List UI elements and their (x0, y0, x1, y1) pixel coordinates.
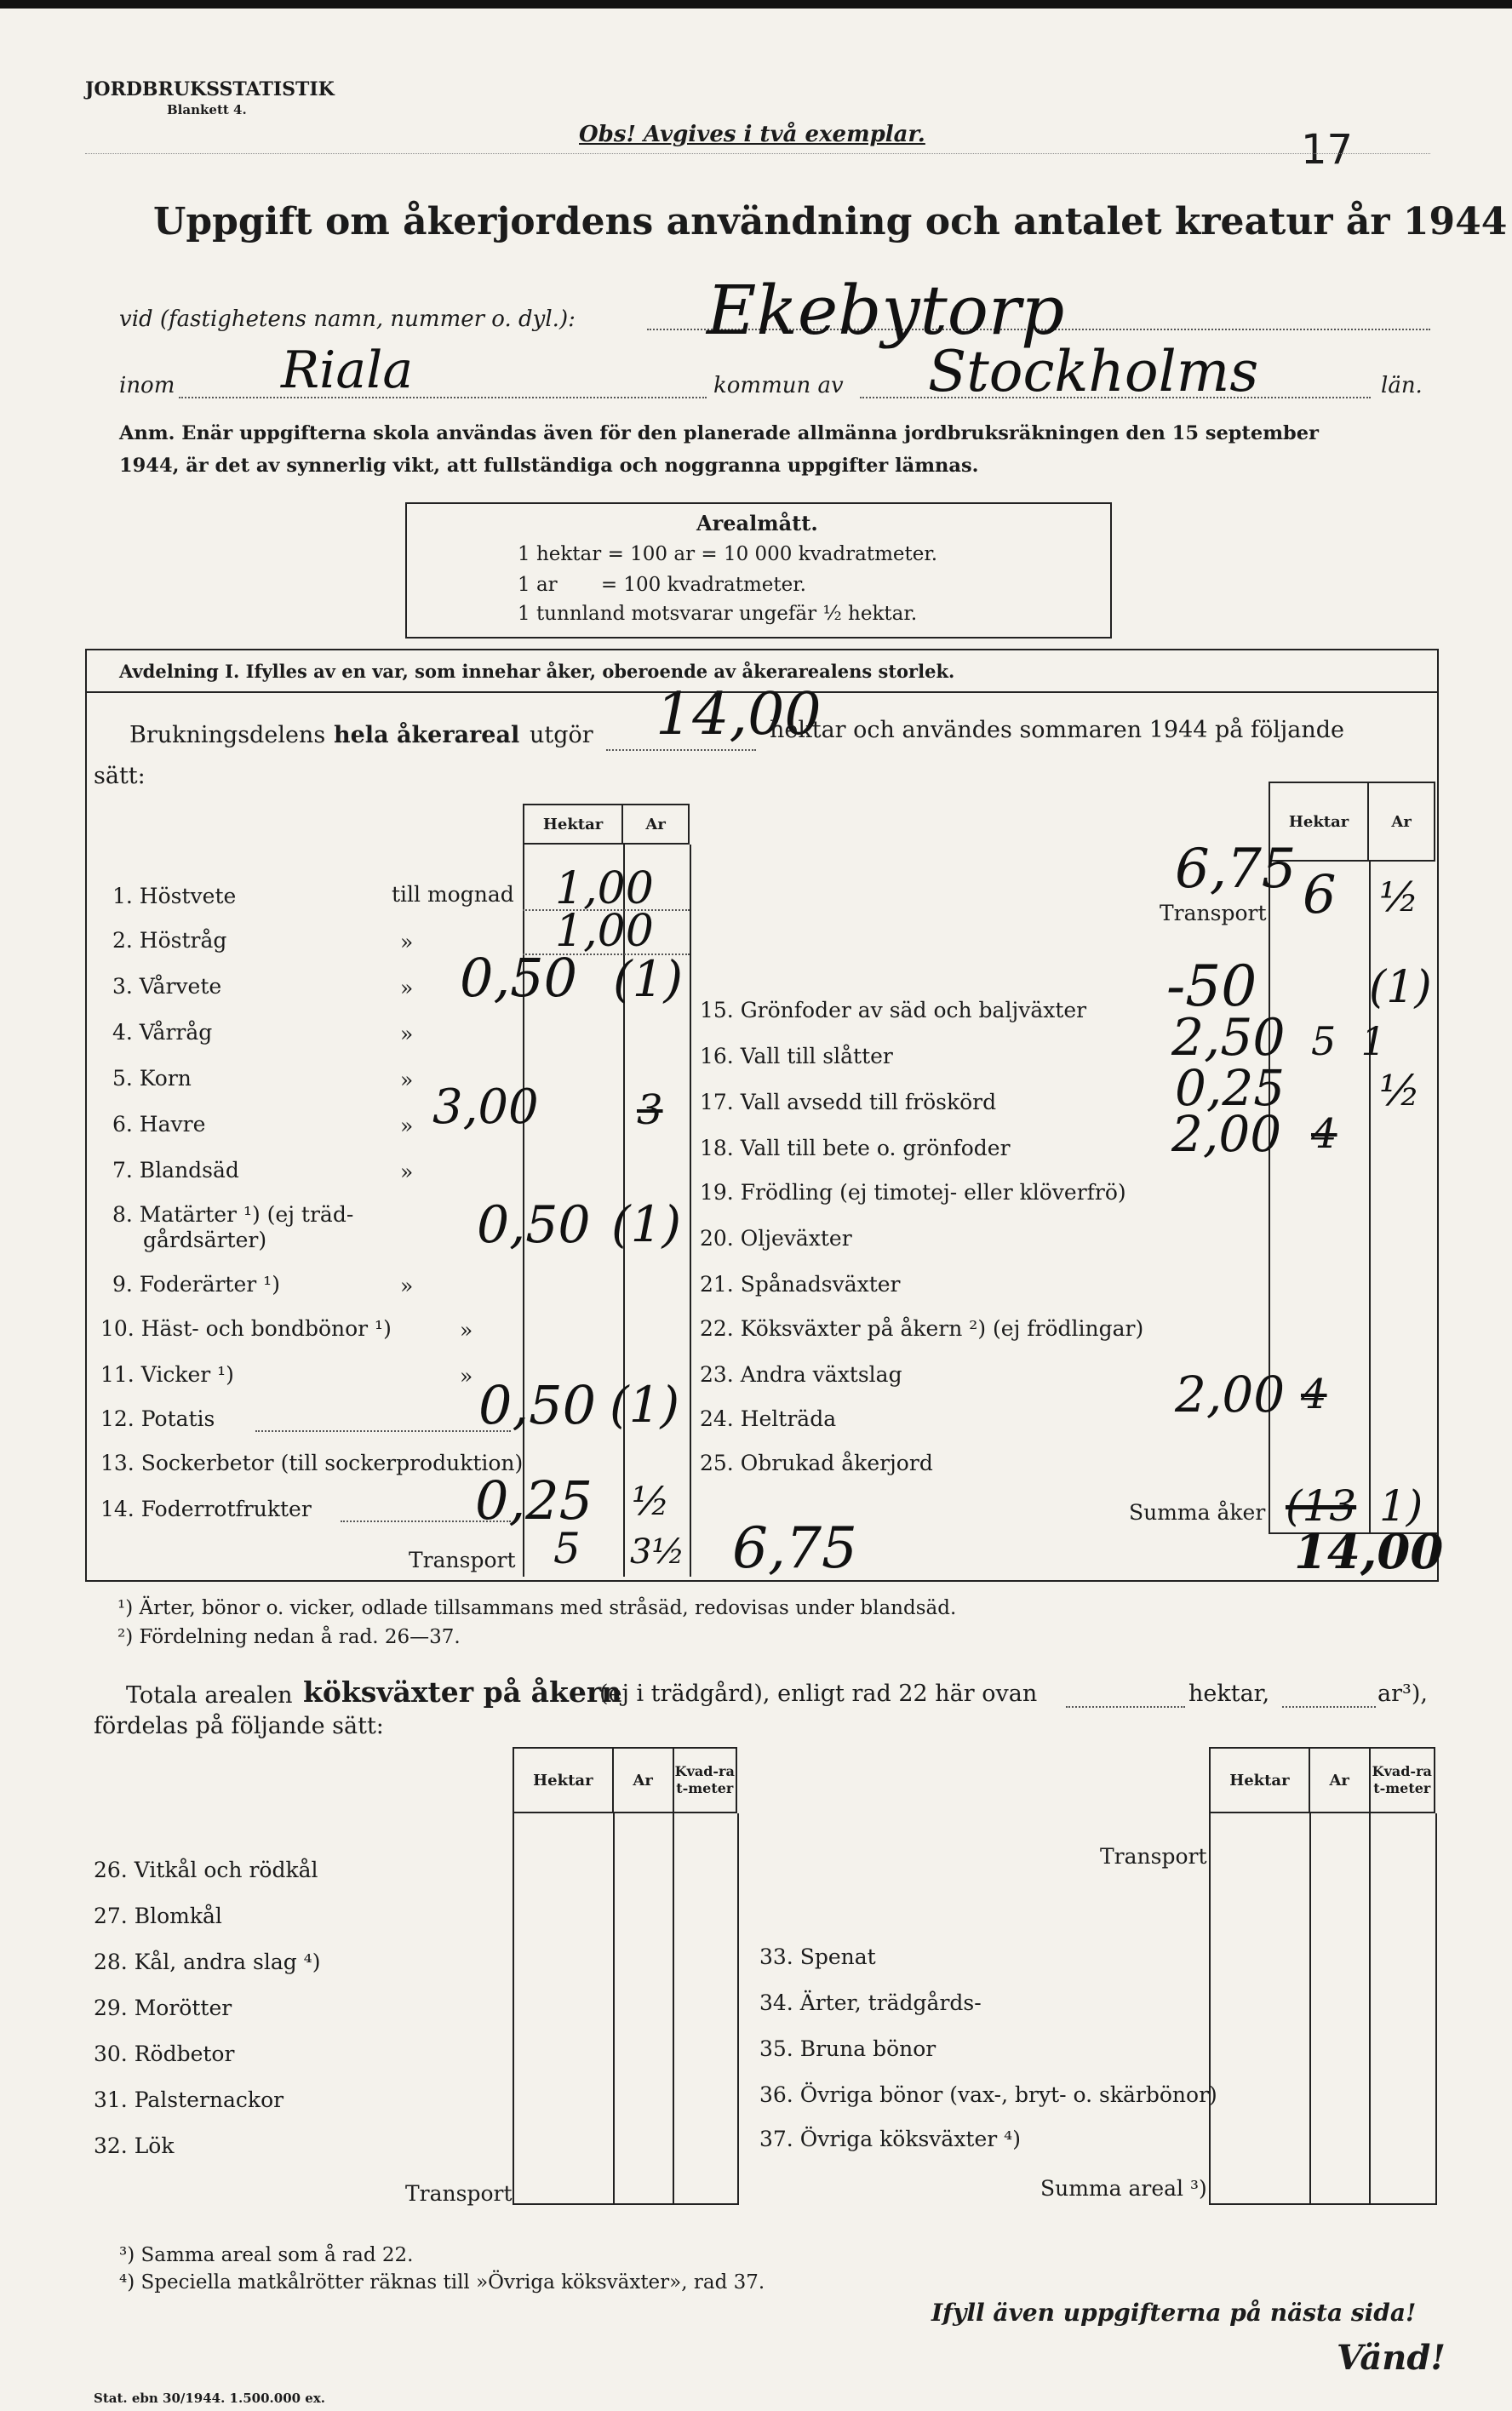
row-31: 31. Palsternackor (94, 2087, 284, 2112)
row-23: 23. Andra växtslag (700, 1362, 902, 1387)
areal-line-3: 1 tunnland motsvarar ungefär ½ hektar. (518, 603, 918, 625)
ar-row-8: (1) (611, 1195, 682, 1253)
inom-label: inom (119, 373, 175, 398)
row-19: 19. Frödling (ej timotej- eller klöverfrö) (700, 1180, 1126, 1205)
right-hektar-col (1269, 862, 1371, 1534)
area-intro-line (606, 749, 756, 751)
kommun-label: kommun av (713, 373, 844, 398)
veg-right-grid (1209, 1813, 1437, 2205)
row-8-cont: gårdsärter) (143, 1228, 267, 1252)
value-row-17: 0,25 (1175, 1059, 1286, 1117)
value-row-2: 1,00 (555, 906, 654, 957)
row-25: 25. Obrukad åkerjord (700, 1451, 933, 1475)
lan-label: län. (1381, 373, 1423, 398)
veg-intro-c: (ej i trädgård), enligt rad 22 här ovan (599, 1681, 1038, 1707)
obs-note: Obs! Avgives i två exemplar. (579, 122, 925, 147)
right-col-ar-header: Ar (1368, 782, 1435, 861)
row-1: 1. Höstvete (112, 884, 237, 908)
vand-note: Vänd! (1337, 2338, 1446, 2378)
col-ar-header: Ar (622, 805, 689, 844)
leader-row-12 (255, 1430, 511, 1432)
row-17: 17. Vall avsedd till fröskörd (700, 1090, 997, 1114)
areal-line-1: 1 hektar = 100 ar = 10 000 kvadratmeter. (518, 543, 938, 565)
row-9: 9. Foderärter ¹) (112, 1272, 280, 1297)
row-2: 2. Höstråg (112, 928, 227, 953)
ditto-11: » (460, 1364, 473, 1389)
ditto-2: » (400, 930, 414, 954)
veg-right-col-kvm: Kvad-rat-meter (1370, 1748, 1435, 1813)
row-8: 8. Matärter ¹) (ej träd- (112, 1202, 354, 1227)
row-26: 26. Vitkål och rödkål (94, 1858, 318, 1882)
ar-row-6: 3 (637, 1086, 663, 1134)
row-11: 11. Vicker ¹) (100, 1362, 234, 1387)
area-intro-c: utgör (530, 722, 593, 748)
footnote-3: ³) Samma areal som å rad 22. (119, 2244, 414, 2266)
row-27: 27. Blomkål (94, 1904, 222, 1928)
ditto-5: » (400, 1068, 414, 1092)
veg-right-col-ar: Ar (1309, 1748, 1370, 1813)
area-intro-d: hektar och användes sommaren 1944 på följande (770, 717, 1344, 743)
ditto-7: » (400, 1160, 414, 1184)
value-row-3: 0,50 (460, 947, 578, 1009)
left-column-headers (523, 804, 690, 845)
ar-row-3: (1) (613, 950, 684, 1008)
veg-summa-areal: Summa areal ³) (1040, 2176, 1207, 2201)
summa-aker-label: Summa åker (1129, 1500, 1266, 1525)
value-row-8: 0,50 (477, 1195, 591, 1255)
value-row-16: 2,50 (1171, 1008, 1286, 1068)
area-intro-e: sätt: (94, 763, 146, 789)
right-transport-ar: ½ (1379, 873, 1419, 921)
value-row-24: 2,00 (1175, 1366, 1286, 1423)
row-4: 4. Vårråg (112, 1020, 213, 1045)
veg-right-col-hektar: Hektar (1210, 1748, 1309, 1813)
row-6: 6. Havre (112, 1112, 206, 1137)
veg-intro-hektar: hektar, (1188, 1681, 1270, 1707)
row-13: 13. Sockerbetor (till sockerproduktion) (100, 1451, 524, 1475)
value-row-12: 0,50 (478, 1374, 597, 1436)
ditto-6: » (400, 1114, 414, 1138)
summa-ar: 1) (1379, 1481, 1423, 1531)
row-12: 12. Potatis (100, 1406, 215, 1431)
note-line-2: 1944, är det av synnerlig vikt, att fullständiga och noggranna uppgifter lämnas. (119, 455, 979, 477)
right-col-hektar-header: Hektar (1269, 782, 1368, 861)
page-number: 17 (1301, 126, 1354, 174)
right-transport-value: 6,75 (1175, 838, 1297, 901)
veg-ar-line (1282, 1706, 1376, 1708)
estate-label: vid (fastighetens namn, nummer o. dyl.): (119, 306, 576, 332)
veg-col-hektar: Hektar (513, 1748, 613, 1813)
veg-intro-ar: ar³), (1377, 1681, 1428, 1707)
veg-col-kvm: Kvad-rat-meter (673, 1748, 736, 1813)
row-30: 30. Rödbetor (94, 2042, 235, 2066)
areal-title: Arealmått. (696, 511, 818, 535)
kommun-value: Riala (281, 341, 414, 400)
area-intro-a: Brukningsdelens (129, 722, 326, 748)
row-5: 5. Korn (112, 1066, 192, 1091)
row-33: 33. Spenat (759, 1944, 876, 1969)
areal-line-2: 1 ar = 100 kvadratmeter. (518, 574, 806, 596)
note-line-1: Anm. Enär uppgifterna skola användas även för den planerade allmänna jordbruksräkningen den 15 september (119, 422, 1319, 444)
row-20: 20. Oljeväxter (700, 1226, 852, 1251)
row-29: 29. Morötter (94, 1996, 232, 2020)
header-rule (85, 153, 1430, 154)
value-row-6: 3,00 (432, 1080, 539, 1135)
row-37: 37. Övriga köksväxter ⁴) (759, 2127, 1021, 2151)
estate-value: Ekebytorp (707, 271, 1065, 350)
right-transport-label: Transport (1160, 901, 1267, 925)
row-15: 15. Grönfoder av säd och baljväxter (700, 998, 1087, 1022)
row-28: 28. Kål, andra slag ⁴) (94, 1950, 321, 1974)
row-7: 7. Blandsäd (112, 1158, 239, 1183)
right-transport-hektar: 6 (1303, 863, 1337, 925)
value-row-18: 2,00 (1171, 1105, 1282, 1163)
veg-left-transport: Transport (405, 2181, 513, 2206)
ditto-4: » (400, 1022, 414, 1046)
page-title: Uppgift om åkerjordens användning och antalet kreatur år 1944 (153, 200, 1508, 243)
ar-row-15: (1) (1369, 962, 1432, 1013)
row-21: 21. Spånadsväxter (700, 1272, 901, 1297)
row-14: 14. Foderrotfrukter (100, 1497, 312, 1521)
row-16: 16. Vall till slåtter (700, 1044, 893, 1068)
veg-right-headers (1209, 1747, 1435, 1813)
row-36: 36. Övriga bönor (vax-, bryt- o. skärbönor) (759, 2082, 1217, 2107)
form-label: Blankett 4. (167, 102, 247, 117)
row-3: 3. Vårvete (112, 974, 222, 999)
veg-intro-a: Totala arealen (126, 1682, 293, 1709)
left-transport-hektar: 5 (553, 1524, 581, 1573)
lan-value: Stockholms (928, 339, 1259, 404)
veg-right-transport: Transport (1100, 1844, 1207, 1869)
ar-row-18: 4 (1311, 1110, 1337, 1158)
total-area-value: 14,00 (656, 681, 822, 748)
veg-col-ar: Ar (613, 1748, 673, 1813)
row-18: 18. Vall till bete o. grönfoder (700, 1136, 1011, 1160)
series-label: JORDBRUKSSTATISTIK (85, 78, 335, 100)
inom-line (179, 397, 707, 398)
ar-row-14: ½ (632, 1478, 670, 1524)
left-transport-ar: 3½ (630, 1532, 685, 1572)
footnote-1: ¹) Ärter, bönor o. vicker, odlade tillsammans med stråsäd, redovisas under blandsäd. (117, 1597, 957, 1619)
value-row-15: -50 (1166, 954, 1257, 1019)
ar-row-17: ½ (1379, 1066, 1421, 1115)
print-info: Stat. ebn 30/1944. 1.500.000 ex. (94, 2391, 325, 2406)
row-24: 24. Helträda (700, 1406, 837, 1431)
ar-row-24: 4 (1301, 1371, 1327, 1418)
area-intro-b: hela åkerareal (334, 722, 520, 748)
value-row-14: 0,25 (475, 1469, 593, 1532)
row-10: 10. Häst- och bondbönor ¹) (100, 1316, 392, 1341)
section-1-heading: Avdelning I. Ifylles av en var, som innehar åker, oberoende av åkerarealens storlek. (119, 661, 955, 682)
row-22: 22. Köksväxter på åkern ²) (ej frödlingar) (700, 1316, 1144, 1341)
footnote-4: ⁴) Speciella matkålrötter räknas till »Övriga köksväxter», rad 37. (119, 2271, 765, 2294)
ifyll-note: Ifyll även uppgifterna på nästa sida! (931, 2299, 1417, 2327)
footnote-2: ²) Fördelning nedan å rad. 26—37. (117, 1626, 461, 1648)
summa-aker-value: 14,00 (1294, 1524, 1444, 1580)
veg-intro-b: köksväxter på åkern (303, 1675, 622, 1709)
summa-hektar: (13 (1286, 1481, 1357, 1531)
left-transport-label: Transport (409, 1548, 516, 1572)
ar-row-12: (1) (610, 1376, 680, 1434)
veg-intro-d: fördelas på följande sätt: (94, 1713, 384, 1739)
ditto-10: » (460, 1318, 473, 1343)
veg-left-headers (513, 1747, 737, 1813)
left-transport-value: 6,75 (732, 1515, 857, 1581)
row-32: 32. Lök (94, 2133, 175, 2158)
areal-box (405, 502, 1112, 639)
veg-hektar-line (1066, 1706, 1185, 1708)
ditto-3: » (400, 976, 414, 1000)
col-hektar-header: Hektar (524, 805, 622, 844)
ar-row-16: 5 1 (1311, 1018, 1386, 1064)
row-35: 35. Bruna bönor (759, 2036, 936, 2061)
veg-left-grid (513, 1813, 739, 2205)
row-34: 34. Ärter, trädgårds- (759, 1990, 982, 2015)
top-border (0, 0, 1512, 9)
ditto-9: » (400, 1274, 414, 1298)
value-row-1: 1,00 (555, 863, 654, 914)
till-mognad: till mognad (392, 882, 514, 907)
